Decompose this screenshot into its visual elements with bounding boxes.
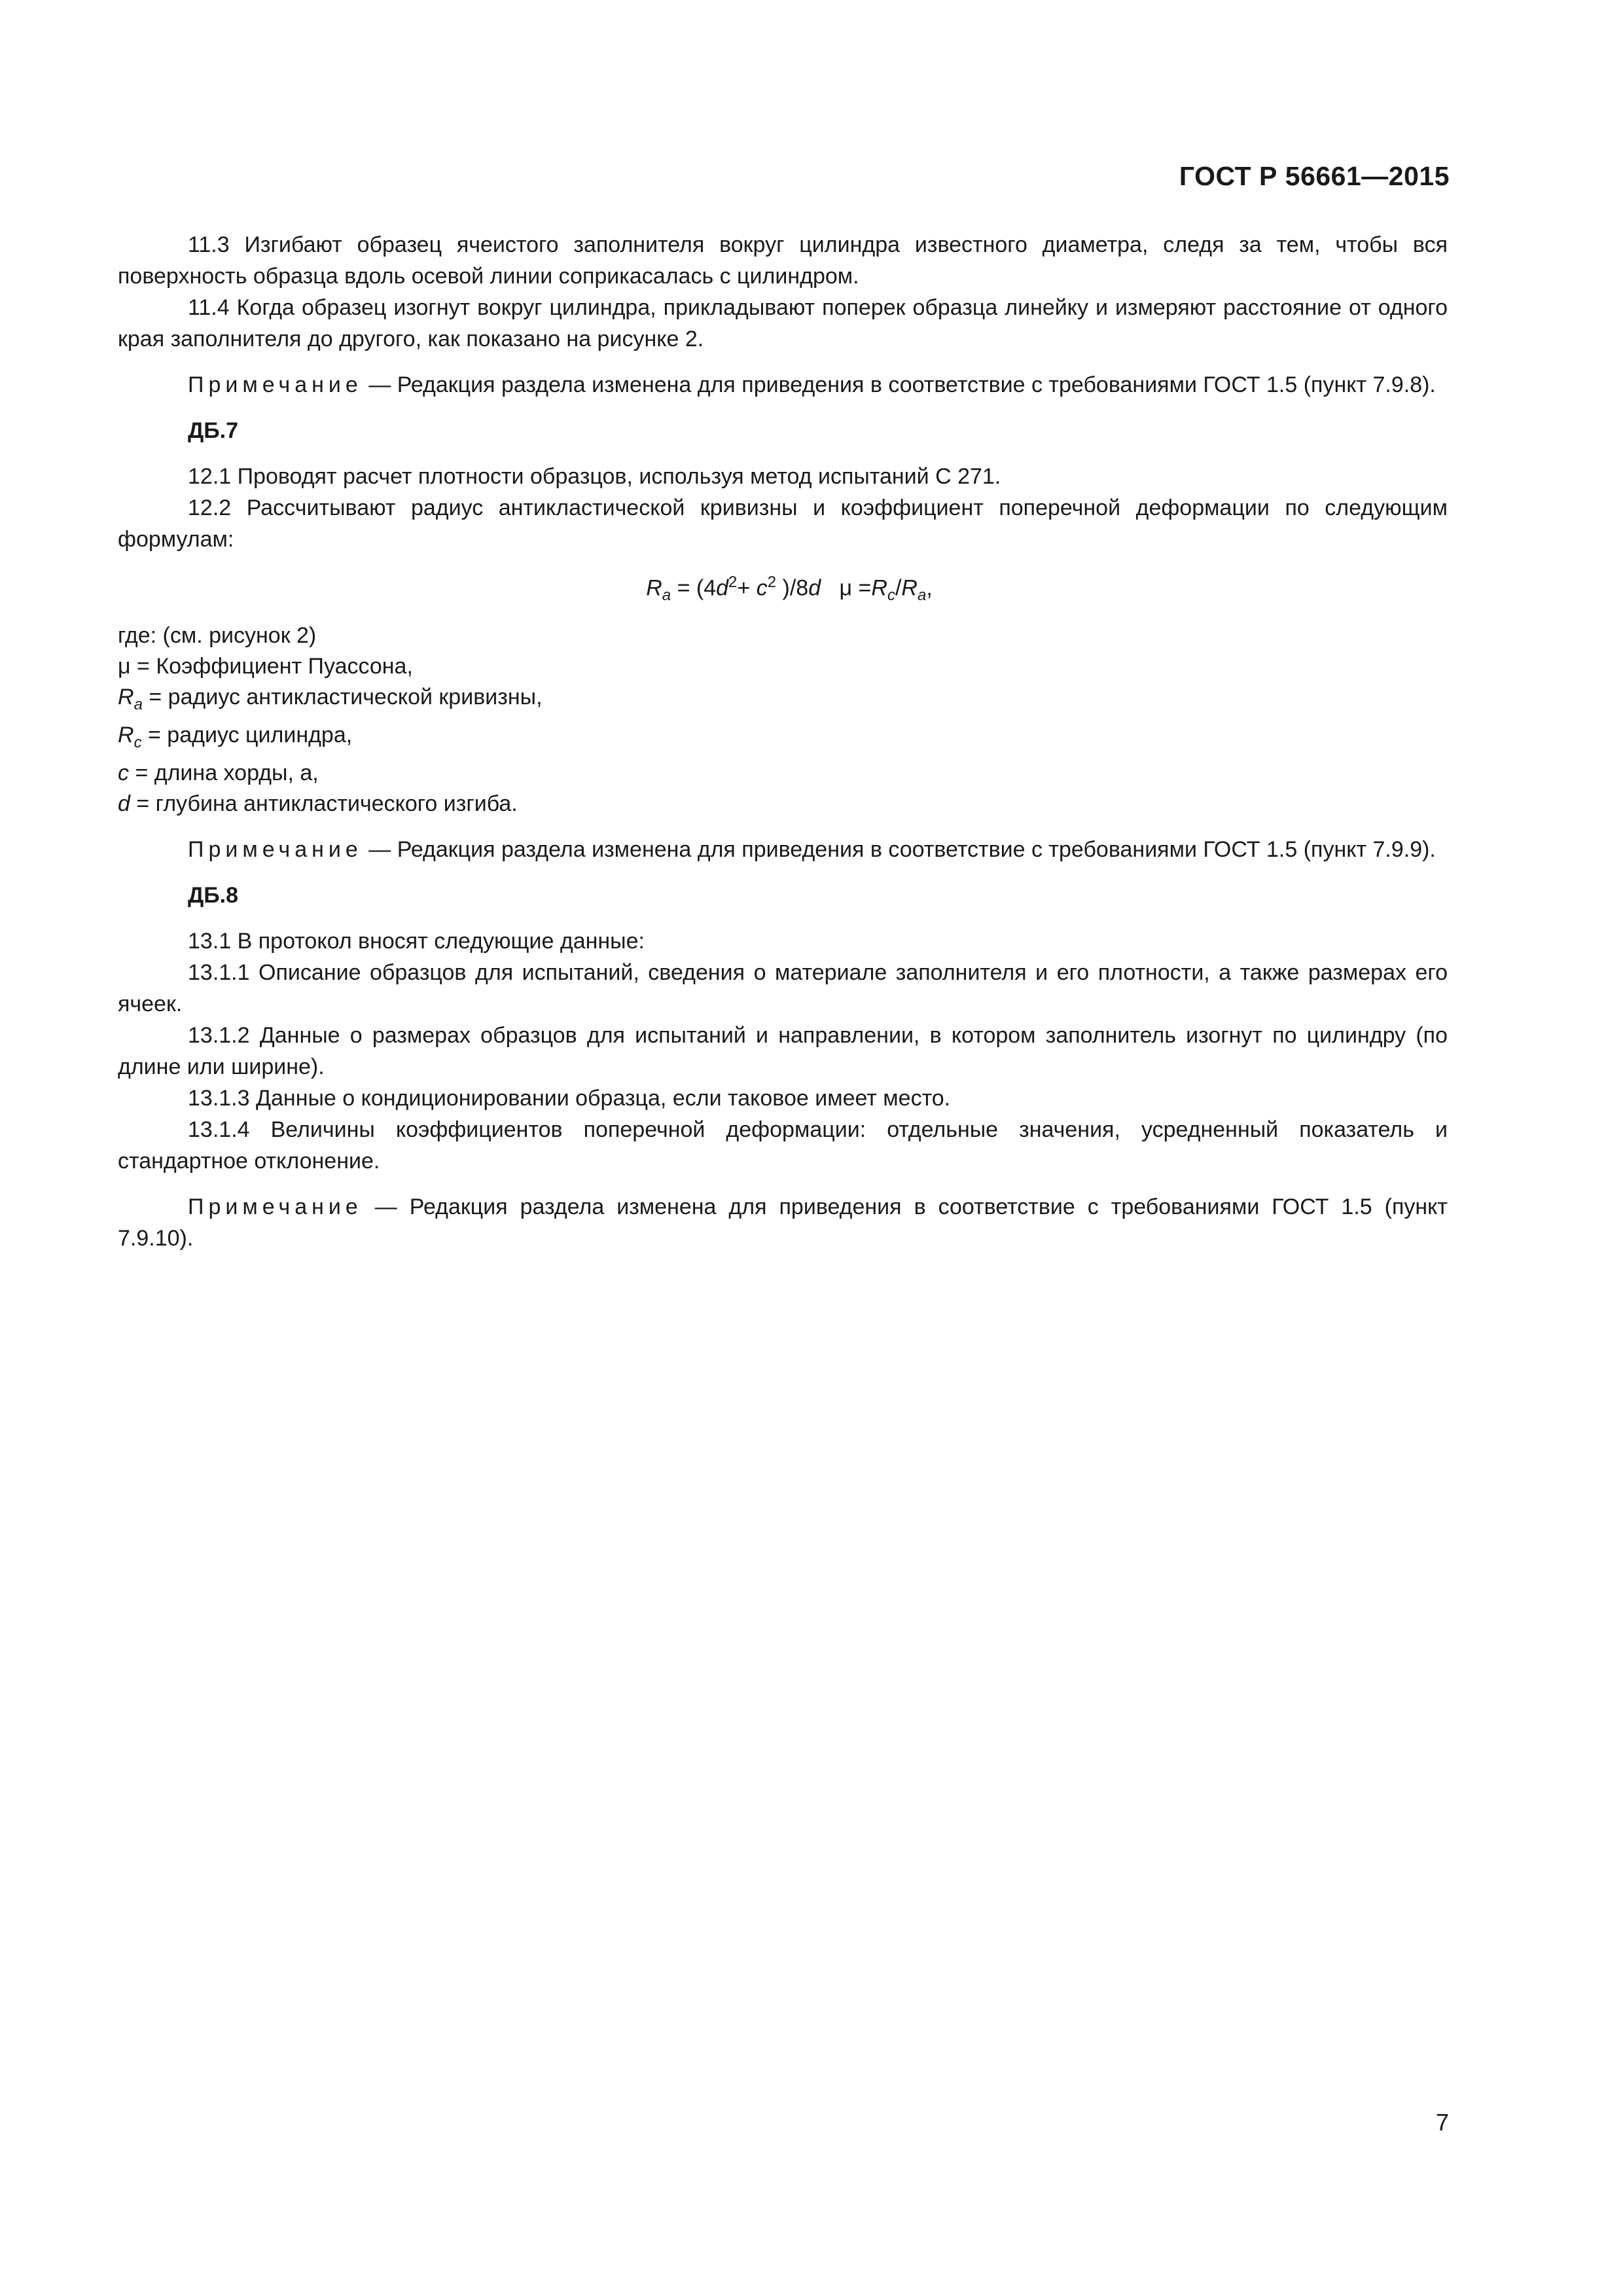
paragraph-13-1-2: 13.1.2 Данные о размерах образцов для испытаний и направлении, в котором заполнитель изогнут по цилиндру (по длине или ширине). bbox=[118, 1022, 1448, 1079]
paragraph-11-3: 11.3 Изгибают образец ячеистого заполнителя вокруг цилиндра известного диаметра, следя за тем, чтобы вся поверхность образца вдоль осевой линии соприкасалась с цилиндром. bbox=[118, 232, 1448, 289]
page-number: 7 bbox=[1435, 2109, 1449, 2136]
paragraph-13-1-1: 13.1.1 Описание образцов для испытаний, сведения о материале заполнителя и его плотности, а также размерах его ячеек. bbox=[118, 960, 1448, 1016]
document-body bbox=[118, 229, 1448, 1254]
note-text: — Редакция раздела изменена для приведения в соответствие с требованиями ГОСТ 1.5 (пункт 7.9.9). bbox=[362, 836, 1436, 862]
paragraph-13-1: 13.1 В протокол вносят следующие данные: bbox=[188, 928, 645, 954]
def-ra: $R_a$ = радиус антикластической кривизны, bbox=[118, 685, 543, 713]
note-db8 bbox=[118, 1191, 1448, 1254]
note-text: — Редакция раздела изменена для приведения в соответствие с требованиями ГОСТ 1.5 (пункт 7.9.10). bbox=[118, 1194, 1448, 1251]
section-heading-db8: ДБ.8 bbox=[188, 882, 239, 908]
paragraph-13-1-4: 13.1.4 Величины коэффициентов поперечной деформации: отдельные значения, усредненный показатель и стандартное отклонение. bbox=[118, 1117, 1448, 1174]
def-rc: $R_c$ = радиус цилиндра, bbox=[118, 722, 353, 751]
standard-code: ГОСТ Р 56661—2015 bbox=[1179, 161, 1450, 191]
note-text: — Редакция раздела изменена для приведения в соответствие с требованиями ГОСТ 1.5 (пункт 7.9.8). bbox=[362, 372, 1436, 397]
formula: $R_a = (4d^2+ c^2$ )/8d $\mu =R_c/R_a$, bbox=[646, 573, 933, 605]
paragraph-13-1-3: 13.1.3 Данные о кондиционировании образца, если таковое имеет место. bbox=[188, 1085, 951, 1111]
def-c: c = длина хорды, а, bbox=[118, 760, 319, 785]
note-11 bbox=[118, 369, 1448, 401]
def-mu: μ = Коэффициент Пуассона, bbox=[118, 654, 413, 679]
paragraph-11-4: 11.4 Когда образец изогнут вокруг цилиндра, прикладывают поперек образца линейку и измеряют расстояние от одного края заполнителя до другого, как показано на рисунке 2. bbox=[118, 295, 1448, 351]
note-label: Примечание bbox=[188, 1194, 363, 1219]
section-heading-db7: ДБ.7 bbox=[188, 418, 239, 443]
paragraph-12-2: 12.2 Рассчитывают радиус антикластической кривизны и коэффициент поперечной деформации по следующим формулам: bbox=[118, 495, 1448, 552]
def-d: d = глубина антикластического изгиба. bbox=[118, 791, 518, 816]
paragraph-12-1: 12.1 Проводят расчет плотности образцов, используя метод испытаний С 271. bbox=[188, 464, 1001, 489]
note-label: Примечание bbox=[188, 372, 363, 397]
note-db7 bbox=[118, 834, 1448, 865]
note-label: Примечание bbox=[188, 836, 363, 862]
where-line: где: (см. рисунок 2) bbox=[118, 623, 317, 649]
